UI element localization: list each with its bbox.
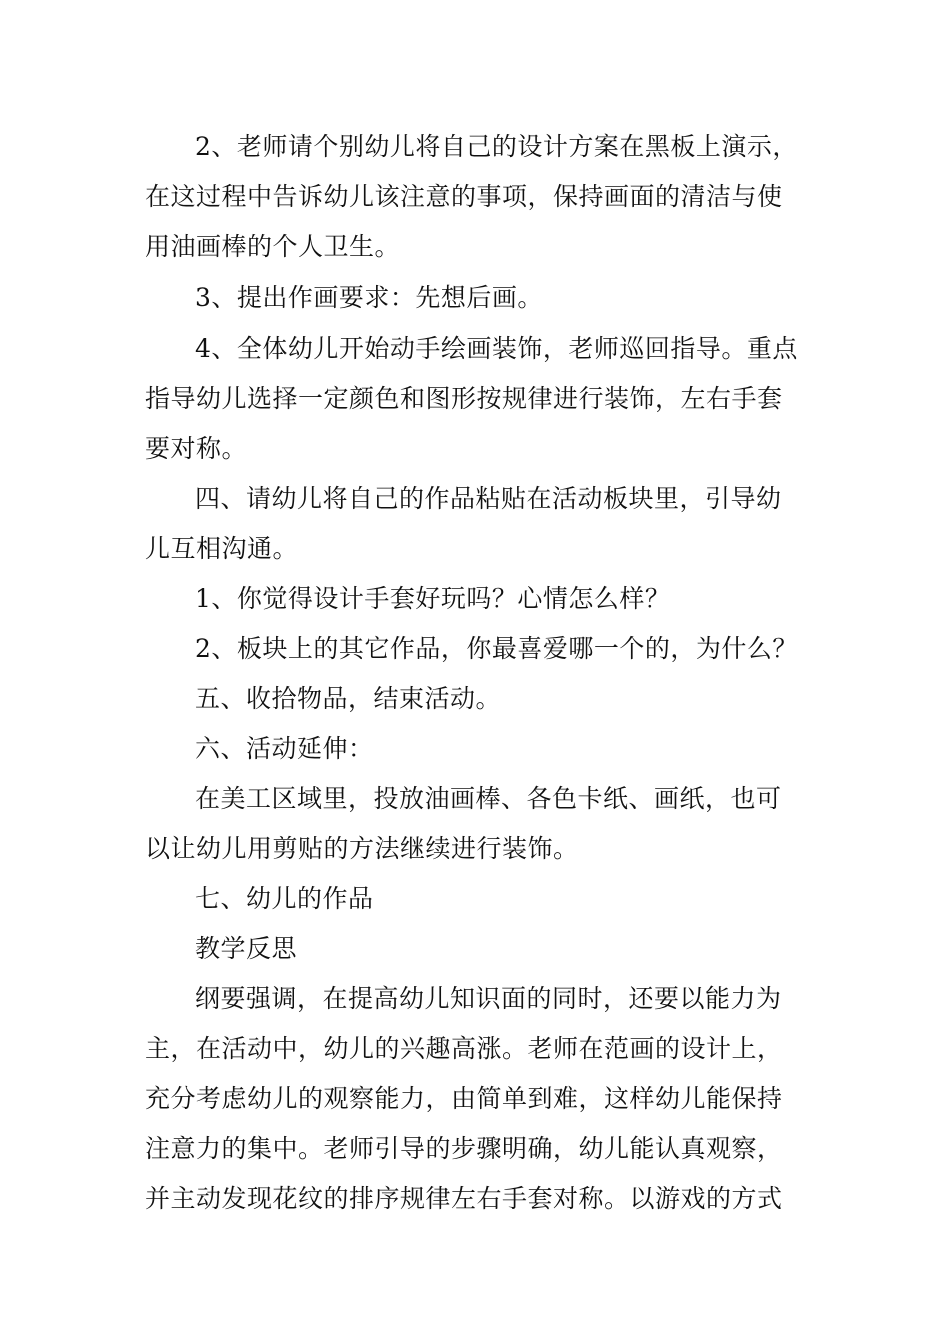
paragraph-line: 3、提出作画要求：先想后画。: [195, 283, 543, 312]
paragraph-line: 在美工区域里，投放油画棒、各色卡纸、画纸，也可: [195, 784, 782, 813]
paragraph-line: 主，在活动中，幼儿的兴趣高涨。老师在范画的设计上，: [145, 1034, 783, 1063]
paragraph-line: 充分考虑幼儿的观察能力，由简单到难，这样幼儿能保持: [145, 1084, 783, 1113]
paragraph-line: 四、请幼儿将自己的作品粘贴在活动板块里，引导幼: [195, 484, 782, 513]
paragraph-line: 4、全体幼儿开始动手绘画装饰，老师巡回指导。重点: [195, 334, 798, 363]
paragraph-line: 五、收拾物品，结束活动。: [195, 684, 502, 713]
paragraph-line: 1、你觉得设计手套好玩吗？心情怎么样？: [195, 584, 671, 613]
paragraph-line: 在这过程中告诉幼儿该注意的事项，保持画面的清洁与使: [145, 182, 783, 211]
paragraph-line: 用油画棒的个人卫生。: [145, 232, 401, 261]
paragraph-line: 儿互相沟通。: [145, 534, 299, 563]
paragraph-line: 六、活动延伸：: [195, 734, 374, 763]
paragraph-line: 纲要强调，在提高幼儿知识面的同时，还要以能力为: [195, 984, 782, 1013]
paragraph-line: 2、板块上的其它作品，你最喜爱哪一个的，为什么？: [195, 634, 798, 663]
paragraph-line: 2、老师请个别幼儿将自己的设计方案在黑板上演示，: [195, 132, 798, 161]
paragraph-line: 以让幼儿用剪贴的方法继续进行装饰。: [145, 834, 579, 863]
paragraph-line: 并主动发现花纹的排序规律左右手套对称。以游戏的方式: [145, 1184, 783, 1213]
section-heading: 七、幼儿的作品: [195, 884, 374, 913]
paragraph-line: 要对称。: [145, 434, 248, 463]
section-heading: 教学反思: [195, 934, 298, 963]
paragraph-line: 注意力的集中。老师引导的步骤明确，幼儿能认真观察，: [145, 1134, 783, 1163]
paragraph-line: 指导幼儿选择一定颜色和图形按规律进行装饰，左右手套: [145, 384, 783, 413]
